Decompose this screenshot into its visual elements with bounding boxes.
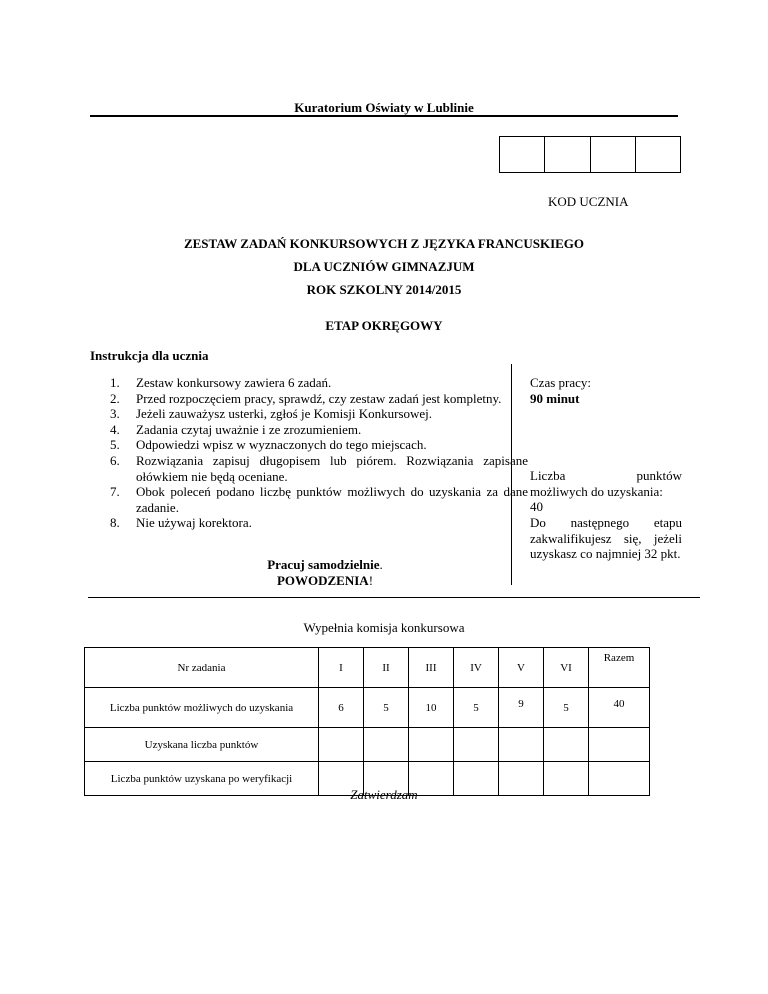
table-cell: 5 — [364, 688, 409, 728]
column-header-total: Razem — [589, 648, 650, 688]
time-value: 90 minut — [530, 390, 580, 406]
column-header: II — [364, 648, 409, 688]
header-rule — [90, 115, 678, 117]
work-alone-text: Pracuj samodzielnie — [267, 557, 380, 572]
instruction-item: 5. Odpowiedzi wpisz w wyznaczonych do tego miejscach. — [110, 437, 427, 453]
column-header: I — [319, 648, 364, 688]
score-table — [84, 647, 650, 796]
table-row — [85, 688, 650, 728]
committee-label: Wypełnia komisja konkursowa — [303, 620, 465, 635]
time-label: Czas pracy: — [530, 375, 592, 390]
table-row — [85, 728, 650, 762]
score-entry-cell[interactable] — [499, 728, 544, 762]
table-cell: 5 — [544, 688, 589, 728]
table-header-label: Nr zadania — [85, 648, 319, 688]
row-label: Uzyskana liczba punktów — [85, 728, 319, 762]
score-entry-cell[interactable] — [589, 728, 650, 762]
points-value: 40 — [530, 499, 543, 515]
instructions-list — [110, 375, 528, 531]
exam-info — [530, 375, 682, 562]
qualify-text: Do następnego etapu zakwalifikujesz się, jeżeli uzyskasz co najmniej 32 pkt. — [530, 514, 682, 562]
instruction-item: 6. Rozwiązania zapisuj długopisem lub piórem. Rozwiązania zapisane ołówkiem nie będą oceniane. — [110, 452, 528, 484]
table-cell: 6 — [319, 688, 364, 728]
column-header: IV — [454, 648, 499, 688]
column-header: III — [409, 648, 454, 688]
instruction-item: 7. Obok poleceń podano liczbę punktów możliwych do uzyskania za dane zadanie. — [110, 484, 528, 515]
table-cell: 5 — [454, 688, 499, 728]
instruction-item: 4. Zadania czytaj uważnie i ze zrozumieniem. — [110, 421, 362, 437]
instruction-item: 8. Nie używaj korektora. — [110, 515, 252, 531]
code-box[interactable] — [500, 137, 545, 172]
points-label-line1: Liczba punktów — [530, 468, 682, 484]
column-header: VI — [544, 648, 589, 688]
code-box[interactable] — [636, 137, 680, 172]
section-separator — [88, 597, 700, 598]
student-code-label: KOD UCZNIA — [548, 194, 629, 209]
table-cell: 9 — [499, 688, 544, 728]
table-header-row — [85, 648, 650, 688]
institution-title: Kuratorium Oświaty w Lublinie — [294, 100, 474, 115]
approval-label: Zatwierdzam — [350, 787, 418, 802]
school-year: ROK SZKOLNY 2014/2015 — [306, 282, 462, 297]
good-luck-text: POWODZENIA — [276, 573, 369, 588]
table-cell: 10 — [409, 688, 454, 728]
score-entry-cell[interactable] — [409, 728, 454, 762]
instruction-item: 1. Zestaw konkursowy zawiera 6 zadań. — [110, 375, 332, 390]
instructions-heading: Instrukcja dla ucznia — [90, 348, 209, 363]
points-label-line2: możliwych do uzyskania: — [530, 483, 663, 499]
contest-audience: DLA UCZNIÓW GIMNAZJUM — [293, 259, 475, 274]
instruction-item: 2. Przed rozpoczęciem pracy, sprawdź, czy zestaw zadań jest kompletny. — [110, 390, 502, 406]
table-cell: 40 — [589, 688, 650, 728]
contest-stage: ETAP OKRĘGOWY — [325, 318, 443, 333]
row-label: Liczba punktów możliwych do uzyskania — [85, 688, 319, 728]
score-entry-cell[interactable] — [364, 728, 409, 762]
instruction-item: 3. Jeżeli zauważysz usterki, zgłoś je Komisji Konkursowej. — [110, 406, 433, 422]
score-entry-cell[interactable] — [454, 728, 499, 762]
score-entry-cell[interactable] — [319, 728, 364, 762]
student-code-boxes[interactable] — [499, 136, 681, 173]
row-label: Liczba punktów uzyskana po weryfikacji — [85, 762, 319, 796]
score-entry-cell[interactable] — [544, 728, 589, 762]
code-box[interactable] — [591, 137, 636, 172]
code-box[interactable] — [545, 137, 590, 172]
closing-note: Pracuj samodzielnie. POWODZENIA! — [267, 557, 383, 588]
contest-title: ZESTAW ZADAŃ KONKURSOWYCH Z JĘZYKA FRANCUSKIEGO — [183, 236, 585, 251]
column-header: V — [499, 648, 544, 688]
column-divider — [511, 364, 512, 585]
